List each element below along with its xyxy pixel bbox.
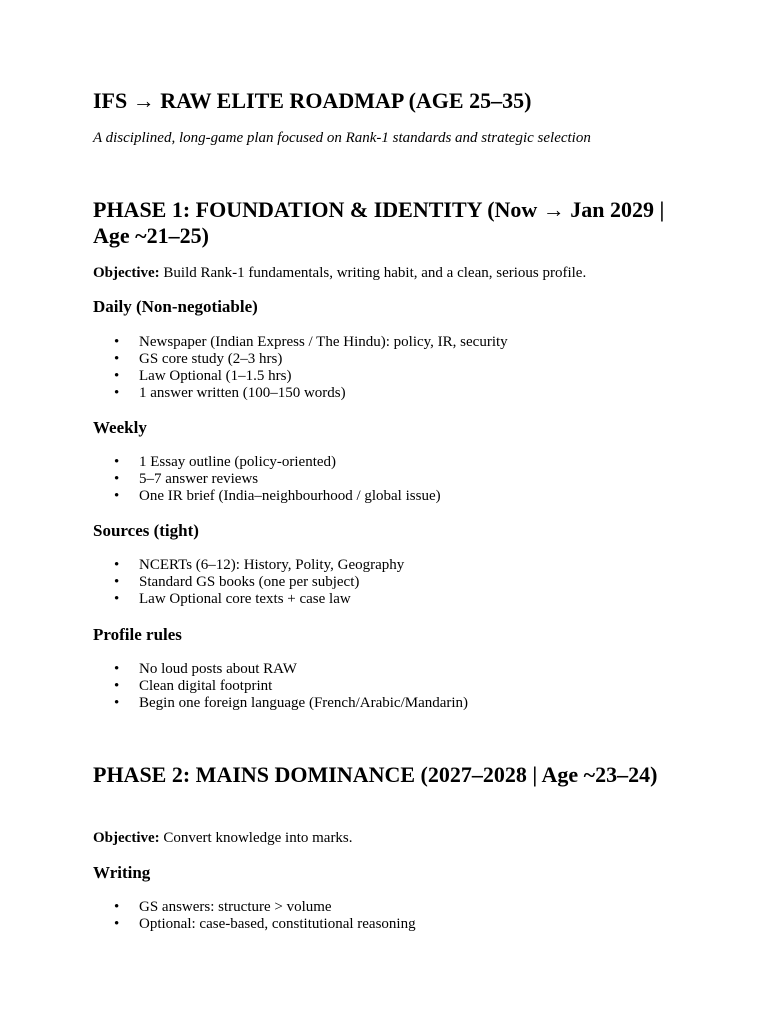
objective-text: Build Rank-1 fundamentals, writing habit, and a clean, serious profile. [163,265,587,281]
sources-list [93,557,404,608]
objective-text: Convert knowledge into marks. [163,830,353,846]
list-item: • GS core study (2–3 hrs) [93,351,508,368]
objective-label: Objective: [93,265,160,281]
phase-1-objective [93,264,586,282]
profile-rules-heading: Profile rules [93,625,182,644]
writing-list [93,899,416,933]
daily-list [93,334,508,402]
list-item: • Law Optional core texts + case law [93,591,404,608]
list-item: • Optional: case-based, constitutional reasoning [93,916,416,933]
objective-label: Objective: [93,830,160,846]
list-item: • No loud posts about RAW [93,661,468,678]
list-item: • Law Optional (1–1.5 hrs) [93,368,508,385]
daily-heading: Daily (Non-negotiable) [93,297,258,316]
list-item: • Clean digital footprint [93,678,468,695]
phase-2-objective [93,829,353,847]
list-item: • 1 Essay outline (policy-oriented) [93,454,441,471]
weekly-list [93,454,441,505]
document-subtitle: A disciplined, long-game plan focused on Rank-1 standards and strategic selection [93,130,591,146]
phase-2-heading: PHASE 2: MAINS DOMINANCE (2027–2028 | Age ~23–24) [93,762,658,787]
list-item: • Begin one foreign language (French/Arabic/Mandarin) [93,695,468,712]
sources-heading: Sources (tight) [93,521,199,540]
writing-heading: Writing [93,863,151,882]
list-item: • 1 answer written (100–150 words) [93,385,508,402]
weekly-heading: Weekly [93,418,147,437]
phase-1-heading: PHASE 1: FOUNDATION & IDENTITY (Now → Jan 2029 | Age ~21–25) [93,197,665,248]
document-title: IFS → RAW ELITE ROADMAP (AGE 25–35) [93,88,532,113]
list-item: • Standard GS books (one per subject) [93,574,404,591]
list-item: • One IR brief (India–neighbourhood / global issue) [93,488,441,505]
profile-rules-list [93,661,468,712]
list-item: • Newspaper (Indian Express / The Hindu): policy, IR, security [93,334,508,351]
list-item: • GS answers: structure > volume [93,899,416,916]
list-item: • NCERTs (6–12): History, Polity, Geography [93,557,404,574]
list-item: • 5–7 answer reviews [93,471,441,488]
